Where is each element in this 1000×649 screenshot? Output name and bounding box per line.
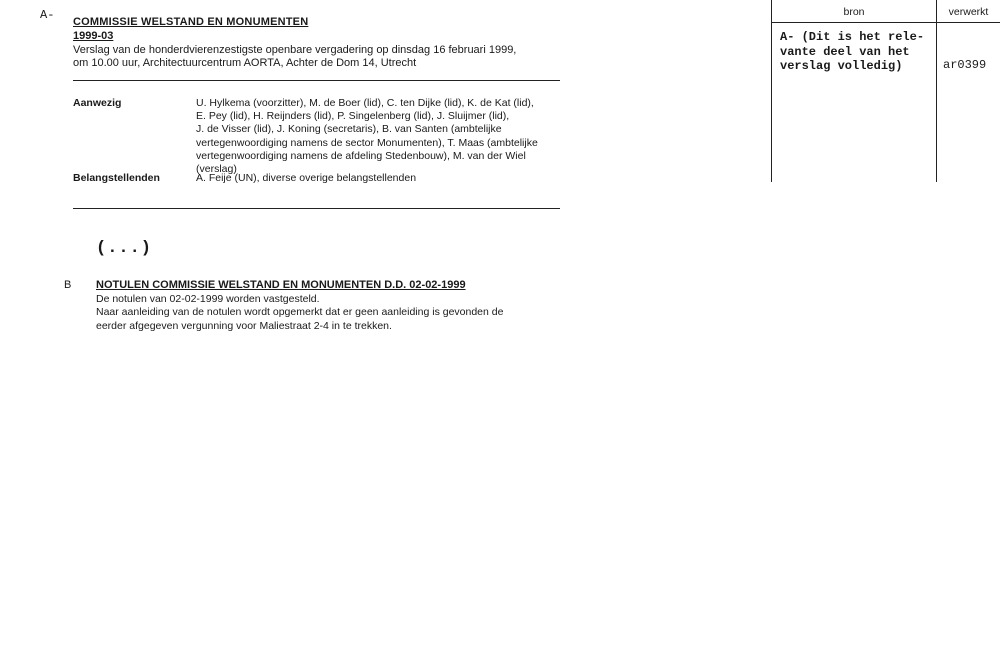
margin-mark: A-: [40, 8, 55, 22]
column-header-bron: bron: [843, 6, 865, 18]
document-number: 1999-03: [73, 30, 114, 42]
section-line: De notulen van 02-02-1999 worden vastgesteld.: [96, 293, 320, 305]
source-note-line: vante deel van het: [780, 44, 910, 59]
table-border-middle: [936, 0, 937, 182]
archive-code: ar0399: [943, 58, 987, 72]
section-line: eerder afgegeven vergunning voor Maliestraat 2-4 in te trekken.: [96, 319, 392, 332]
stakeholders-label: Belangstellenden: [73, 172, 160, 184]
section-title: NOTULEN COMMISSIE WELSTAND EN MONUMENTEN D.D. 02-02-1999: [96, 279, 466, 291]
source-note-line: verslag volledig): [780, 59, 903, 73]
section-line: Naar aanleiding van de notulen wordt opgemerkt dat er geen aanleiding is gevonden de: [96, 306, 504, 319]
present-list: [196, 97, 566, 176]
document-title: COMMISSIE WELSTAND EN MONUMENTEN: [73, 16, 309, 28]
header-line: Verslag van de honderdvierenzestigste openbare vergadering op dinsdag 16 februari 1999,: [73, 44, 517, 56]
omission-ellipsis: (...): [96, 239, 153, 258]
divider-top: [73, 80, 560, 81]
present-line: vertegenwoordiging namens de afdeling Stedenbouw), M. van der Wiel: [196, 149, 526, 162]
present-label: Aanwezig: [73, 97, 122, 109]
present-line: vertegenwoordiging namens de sector Monumenten), T. Maas (ambtelijke: [196, 136, 538, 149]
divider-bottom: [73, 208, 560, 209]
present-line: U. Hylkema (voorzitter), M. de Boer (lid), C. ten Dijke (lid), K. de Kat (lid),: [196, 97, 534, 109]
column-header-verwerkt: verwerkt: [948, 6, 989, 18]
source-note: [780, 30, 924, 74]
present-line: (verslag): [196, 163, 237, 176]
table-border-left: [771, 0, 772, 182]
section-letter: B: [64, 279, 72, 291]
present-line: E. Pey (lid), H. Reijnders (lid), P. Singelenberg (lid), J. Sluijmer (lid),: [196, 110, 510, 123]
section-body: [96, 293, 556, 333]
present-line: J. de Visser (lid), J. Koning (secretaris), B. van Santen (ambtelijke: [196, 123, 502, 136]
stakeholders-text: A. Feije (UN), diverse overige belangstellenden: [196, 172, 417, 184]
header-line: om 10.00 uur, Architectuurcentrum AORTA, Achter de Dom 14, Utrecht: [73, 57, 417, 69]
table-header-rule: [771, 22, 1000, 23]
source-note-line: A- (Dit is het rele-: [780, 30, 925, 44]
